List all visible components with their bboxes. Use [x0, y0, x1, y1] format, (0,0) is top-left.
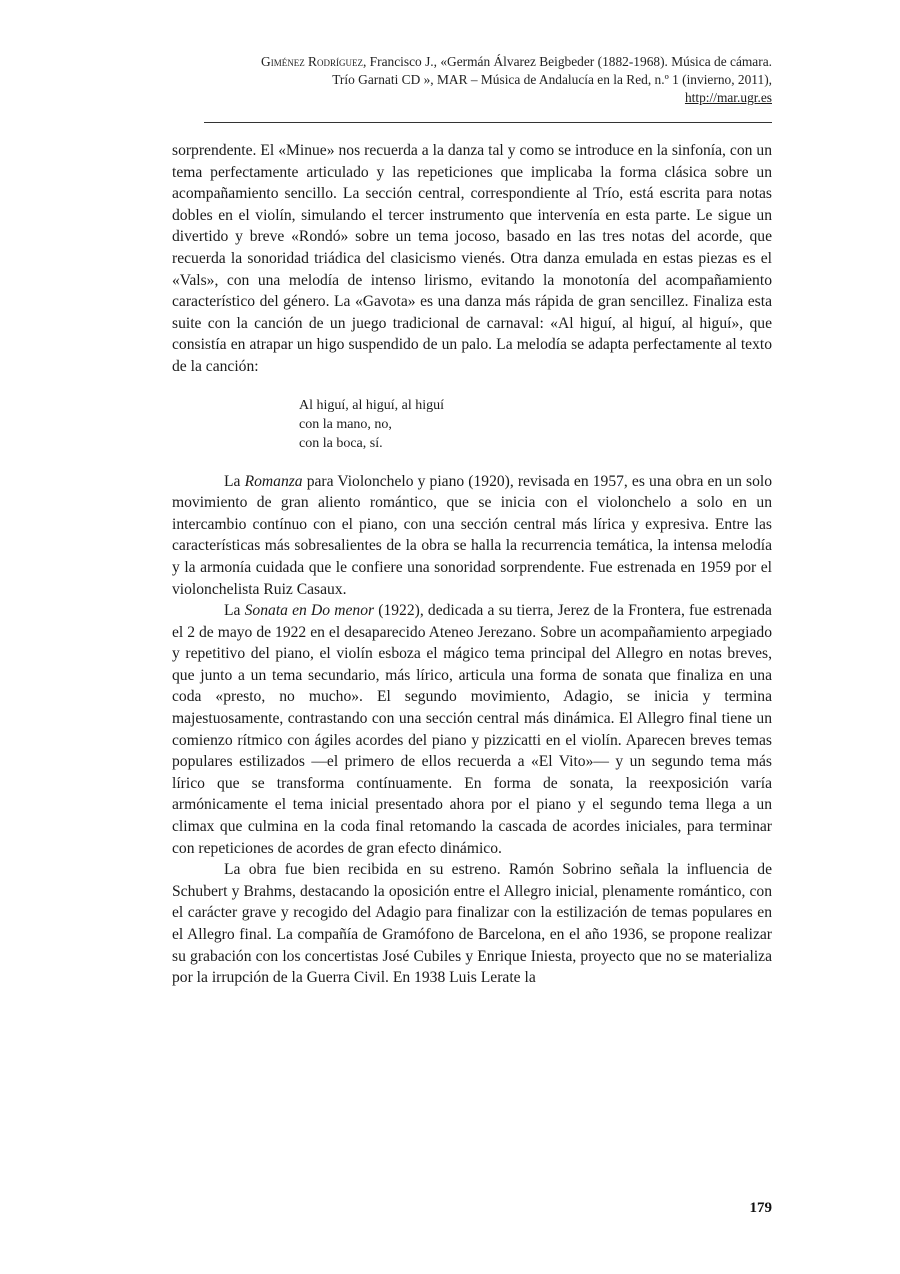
verse-line: con la mano, no,: [299, 416, 392, 432]
citation-line-2: Trío Garnati CD », MAR – Música de Andalucía en la Red, n.º 1 (invierno, 2011),: [332, 72, 772, 87]
sonata-intro: La: [224, 602, 245, 620]
paragraph-romanza: [172, 471, 772, 601]
running-header: [132, 53, 772, 107]
paragraph-sonata: [172, 600, 772, 859]
citation-text-1: , Francisco J., «Germán Álvarez Beigbeder (1882-1968). Música de cámara.: [362, 54, 772, 69]
citation-line-1: [132, 53, 772, 71]
citation-url-line: [132, 89, 772, 107]
article-body: [172, 140, 772, 989]
sonata-title: Sonata en Do menor: [244, 602, 375, 620]
journal-link[interactable]: http://mar.ugr.es: [684, 90, 772, 105]
header-divider: [204, 122, 772, 123]
romanza-text: para Violonchelo y piano (1920), revisada en 1957, es una obra en un solo movimiento de gran aliento romántico, que se inicia con el violonchelo a solo en un intercambio contínuo con el piano, con una sección central más lírica y expresiva. Entre las características más sobresalientes de la obra se halla la recurrencia temática, la intensa melodía y la armonía cuidada que le confiere una sonoridad sorprendente. Fue estrenada en 1959 por el violonchelista Ruiz Casaux.: [172, 472, 772, 598]
song-verse: [299, 396, 772, 453]
verse-line: con la boca, sí.: [299, 435, 383, 451]
sonata-text: (1922), dedicada a su tierra, Jerez de la Frontera, fue estrenada el 2 de mayo de 1922 en el desaparecido Ateneo Jerezano. Sobre un acompañamiento arpegiado y repetitivo del piano, el violín esboza el mágico tema principal del Allegro en notas breves, que junto a un tema secundario, más lírico, articula una forma de sonata que finaliza en una coda «presto, no mucho». El segundo movimiento, Adagio, se inicia y termina majestuosamente, contrastando con una sección central más dinámica. El Allegro final tiene un comienzo rítmico con ágiles acordes del piano y pizzicatti en el violín. Aparecen breves temas populares estilizados —el primero de ellos recuerda a «El Vito»— y un segundo tema más lírico que se transforma contínuamente. En forma de sonata, la reexposición varía armónicamente el tema inicial presentado ahora por el piano y el segundo tema llega a un climax que culmina en la coda final retomando la cascada de acordes iniciales, para terminar con repeticiones de acordes de gran efecto dinámico.: [172, 602, 772, 857]
paragraph-reception: La obra fue bien recibida en su estreno. Ramón Sobrino señala la influencia de Schubert y Brahms, destacando la oposición entre el Allegro inicial, plenamente romántico, con el carácter grave y recogido del Adagio para finalizar con la estilización de temas populares en el Allegro final. La compañía de Gramófono de Barcelona, en el año 1936, se propone realizar su grabación con los concertistas José Cubiles y Enrique Iniesta, proyecto que no se materializa por la irrupción de la Guerra Civil. En 1938 Luis Lerate la: [172, 861, 772, 987]
paragraph-suite: sorprendente. El «Minue» nos recuerda a la danza tal y como se introduce en la sinfonía, con un tema perfectamente articulado y las repeticiones que implicaba la forma clásica sobre un acompañamiento sencillo. La sección central, correspondiente al Trío, está escrita para notas dobles en el violín, simulando el tercer instrumento que intervenía en esta parte. Le sigue un divertido y breve «Rondó» sobre un tema jocoso, basado en las tres notas del acorde, que recuerda la sonoridad triádica del clasicismo vienés. Otra danza emulada en estas piezas es el «Vals», con una melodía de intenso lirismo, evitando la monotonía del acompañamiento característico del género. La «Gavota» es una danza más rápida de gran sencillez. Finaliza esta suite con la canción de un juego tradicional de carnaval: «Al higuí, al higuí, al higuí», que consistía en atrapar un higo suspendido de un palo. La melodía se adapta perfectamente al texto de la canción:: [172, 142, 772, 375]
page-number: 179: [749, 1200, 772, 1216]
romanza-title: Romanza: [244, 472, 303, 490]
author-name: Giménez Rodríguez: [261, 54, 363, 69]
romanza-intro: La: [224, 472, 245, 490]
verse-line: Al higuí, al higuí, al higuí: [299, 397, 445, 413]
